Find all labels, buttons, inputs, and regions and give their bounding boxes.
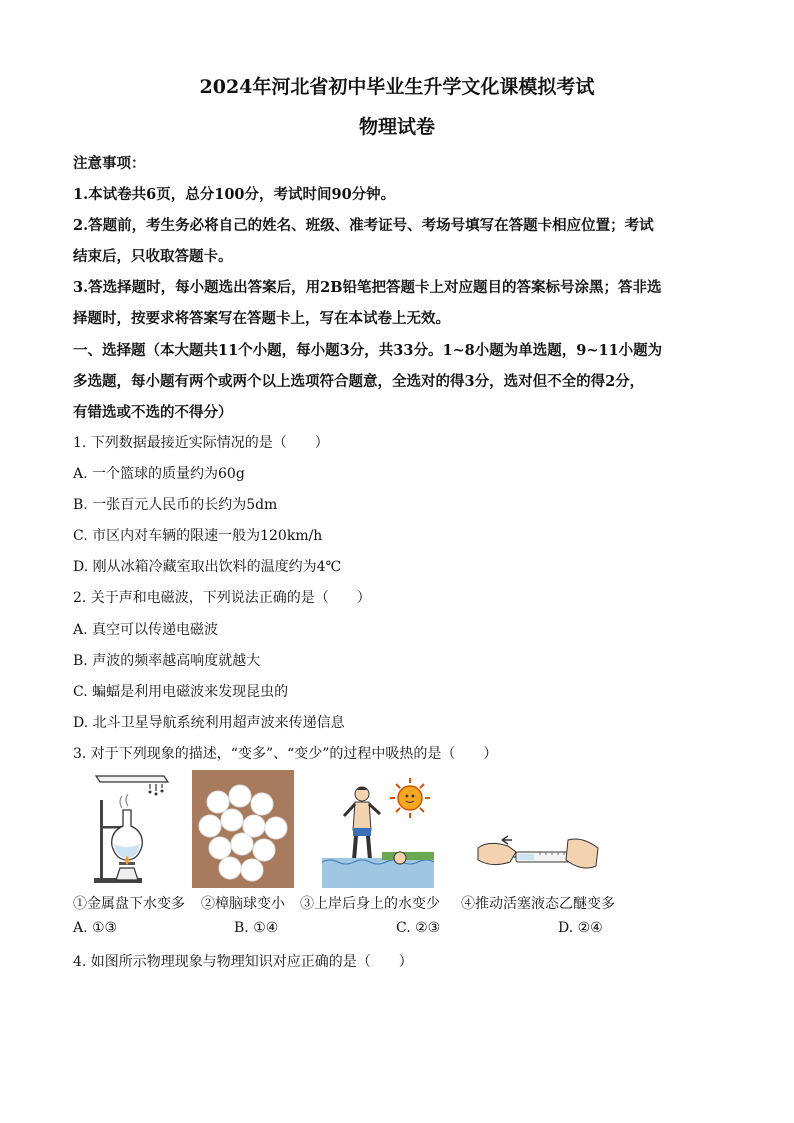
- metal-plate-flask-figure: [92, 770, 172, 888]
- figure-4-caption: ④推动活塞液态乙醚变多: [461, 896, 615, 912]
- question-3-option-b: B. ①④: [234, 920, 279, 936]
- question-2-option-b: B. 声波的频率越高响度就越大: [73, 653, 261, 669]
- figure-1-caption: ①金属盘下水变多: [73, 896, 185, 912]
- question-1-option-c: C. 市区内对车辆的限速一般为120km/h: [73, 528, 323, 544]
- question-2-stem: 2. 关于声和电磁波，下列说法正确的是（ ）: [73, 590, 371, 606]
- notice-item-2-line-2: 结束后，只收取答题卡。: [73, 248, 233, 265]
- camphor-balls-figure: [192, 770, 294, 888]
- question-1-option-d: D. 刚从冰箱冷藏室取出饮料的温度约为4℃: [73, 559, 342, 575]
- notice-item-3-line-2: 择题时，按要求将答案写在答题卡上，写在本试卷上无效。: [73, 310, 450, 327]
- figure-2-caption: ②樟脑球变小: [201, 896, 285, 912]
- question-2-option-d: D. 北斗卫星导航系统利用超声波来传递信息: [73, 715, 345, 731]
- question-3-option-c: C. ②③: [396, 920, 441, 936]
- question-1-option-a: A. 一个篮球的质量约为60g: [73, 466, 245, 482]
- exam-title: 2024年河北省初中毕业生升学文化课模拟考试: [199, 76, 595, 98]
- question-3-option-d: D. ②④: [558, 920, 603, 936]
- question-2-option-c: C. 蝙蝠是利用电磁波来发现昆虫的: [73, 684, 289, 700]
- figure-3-caption: ③上岸后身上的水变少: [300, 896, 440, 912]
- notice-heading: 注意事项：: [73, 155, 146, 172]
- notice-item-1: 1.本试卷共6页，总分100分，考试时间90分钟。: [73, 186, 396, 203]
- question-1-stem: 1. 下列数据最接近实际情况的是（ ）: [73, 435, 329, 451]
- exam-subtitle: 物理试卷: [358, 116, 435, 138]
- question-2-option-a: A. 真空可以传递电磁波: [73, 622, 219, 638]
- question-3-stem: 3. 对于下列现象的描述，“变多”、“变少”的过程中吸热的是（ ）: [73, 746, 498, 762]
- section-heading-line-1: 一、选择题（本大题共11个小题，每小题3分，共33分。1~8小题为单选题，9~11小题为: [73, 342, 663, 359]
- section-heading-line-2: 多选题，每小题有两个或两个以上选项符合题意，全选对的得3分，选对但不全的得2分，: [73, 373, 645, 390]
- syringe-ether-figure: [472, 770, 602, 888]
- section-heading-line-3: 有错选或不选的不得分）: [73, 404, 233, 421]
- notice-item-2-line-1: 2.答题前，考生务必将自己的姓名、班级、准考证号、考场号填写在答题卡相应位置；考试: [73, 217, 654, 234]
- question-4-stem: 4. 如图所示物理现象与物理知识对应正确的是（ ）: [73, 954, 413, 970]
- notice-item-3-line-1: 3.答选择题时，每小题选出答案后，用2B铅笔把答题卡上对应题目的答案标号涂黑；答非选: [73, 279, 662, 296]
- question-1-option-b: B. 一张百元人民币的长约为5dm: [73, 497, 278, 513]
- swimmer-sun-figure: [322, 770, 434, 888]
- question-3-option-a: A. ①③: [73, 920, 118, 936]
